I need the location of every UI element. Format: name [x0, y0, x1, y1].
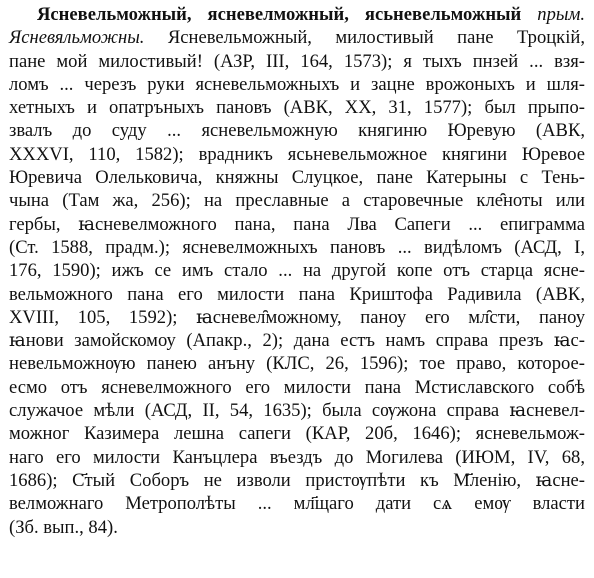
- entry-text-line: вельможного пана его милости пана Криштофа Радивила (АВК,: [9, 283, 585, 305]
- entry-text-line: (Ст. 1588, прадм.); ясневелможныхъ пановъ ... видѣломъ (АСД, I,: [9, 236, 585, 258]
- entry-text-line: служачое мѣли (АСД, II, 54, 1635); была сѹжона справа ꙗсневел-: [9, 400, 585, 422]
- entry-text-line: наго его милости Канъцлера въездъ до Могилева (ИЮМ, IV, 68,: [9, 446, 585, 468]
- entry-text-line: XXXVI, 110, 1582); врадникъ ясьневельможное княгини Юревое: [9, 143, 585, 165]
- entry-text-line: 1686); С҃тый Соборъ не изволи пристѹпѣти къ М҃ленію, ꙗсне-: [9, 469, 585, 491]
- entry-text-line: Юревича Олельковича, княжны Слуцкое, пане Катерыны с Тень-: [9, 167, 585, 189]
- entry-text-line: ломъ ... черезъ руки ясневельможныхъ и зацне врожоныхъ и шля-: [9, 73, 585, 95]
- entry-text-line: чына (Там жа, 256); на преславные а старовечные кле̑ноты или: [9, 190, 585, 212]
- entry-text-line: можног Казимера лешна сапеги (КАР, 20б, 1646); ясневельмож-: [9, 423, 585, 445]
- entry-text-line: ꙗнови замойскомоу (Апакр., 2); дана естъ намъ справа презъ ꙗс-: [9, 330, 585, 352]
- entry-body: [9, 26, 585, 539]
- entry-text-line: гербы, ꙗсневелможного пана, пана Лва Сапеги ... епиграмма: [9, 213, 585, 235]
- entry-text-line: невельможнѹю панею анъну (КЛС, 26, 1596); тое право, которое-: [9, 353, 585, 375]
- entry-text-line: звалъ до суду ... ясневельможную княгиню Юревую (АВК,: [9, 120, 585, 142]
- entry-text-line: XVIII, 105, 1592); ꙗсневел̑можному, паноу его мл̑сти, паноу: [9, 306, 585, 328]
- entry-text-line: (Зб. вып., 84).: [9, 516, 118, 538]
- entry-text-line: есмо отъ ясневелможного его милости пана Мстиславского собѣ: [9, 376, 585, 398]
- entry-text-line: хетныхъ и опатръныхъ пановъ (АВК, XX, 31, 1577); был прыпо-: [9, 97, 585, 119]
- variant-form: Ясневяльможны.: [9, 27, 145, 49]
- grammar-note: прым.: [537, 4, 585, 25]
- entry-headword: Ясневельможный, ясневелможный, ясьневельможный: [37, 4, 522, 25]
- entry-text-line: пане мой милостивый! (АЗР, III, 164, 1573); я тыхъ пнзей ... взя-: [9, 50, 585, 72]
- entry-first-line: [9, 3, 585, 26]
- entry-text-line: 176, 1590); ижъ се имъ стало ... на другой копе отъ старца ясне-: [9, 260, 585, 282]
- entry-text-line: Ясневяльможны. Ясневельможный, милостивый пане Троцкій,: [9, 27, 585, 49]
- entry-text-line: велможнаго Метрополѣты ... мл҃щаго дати сѧ емѹ власти: [9, 493, 585, 515]
